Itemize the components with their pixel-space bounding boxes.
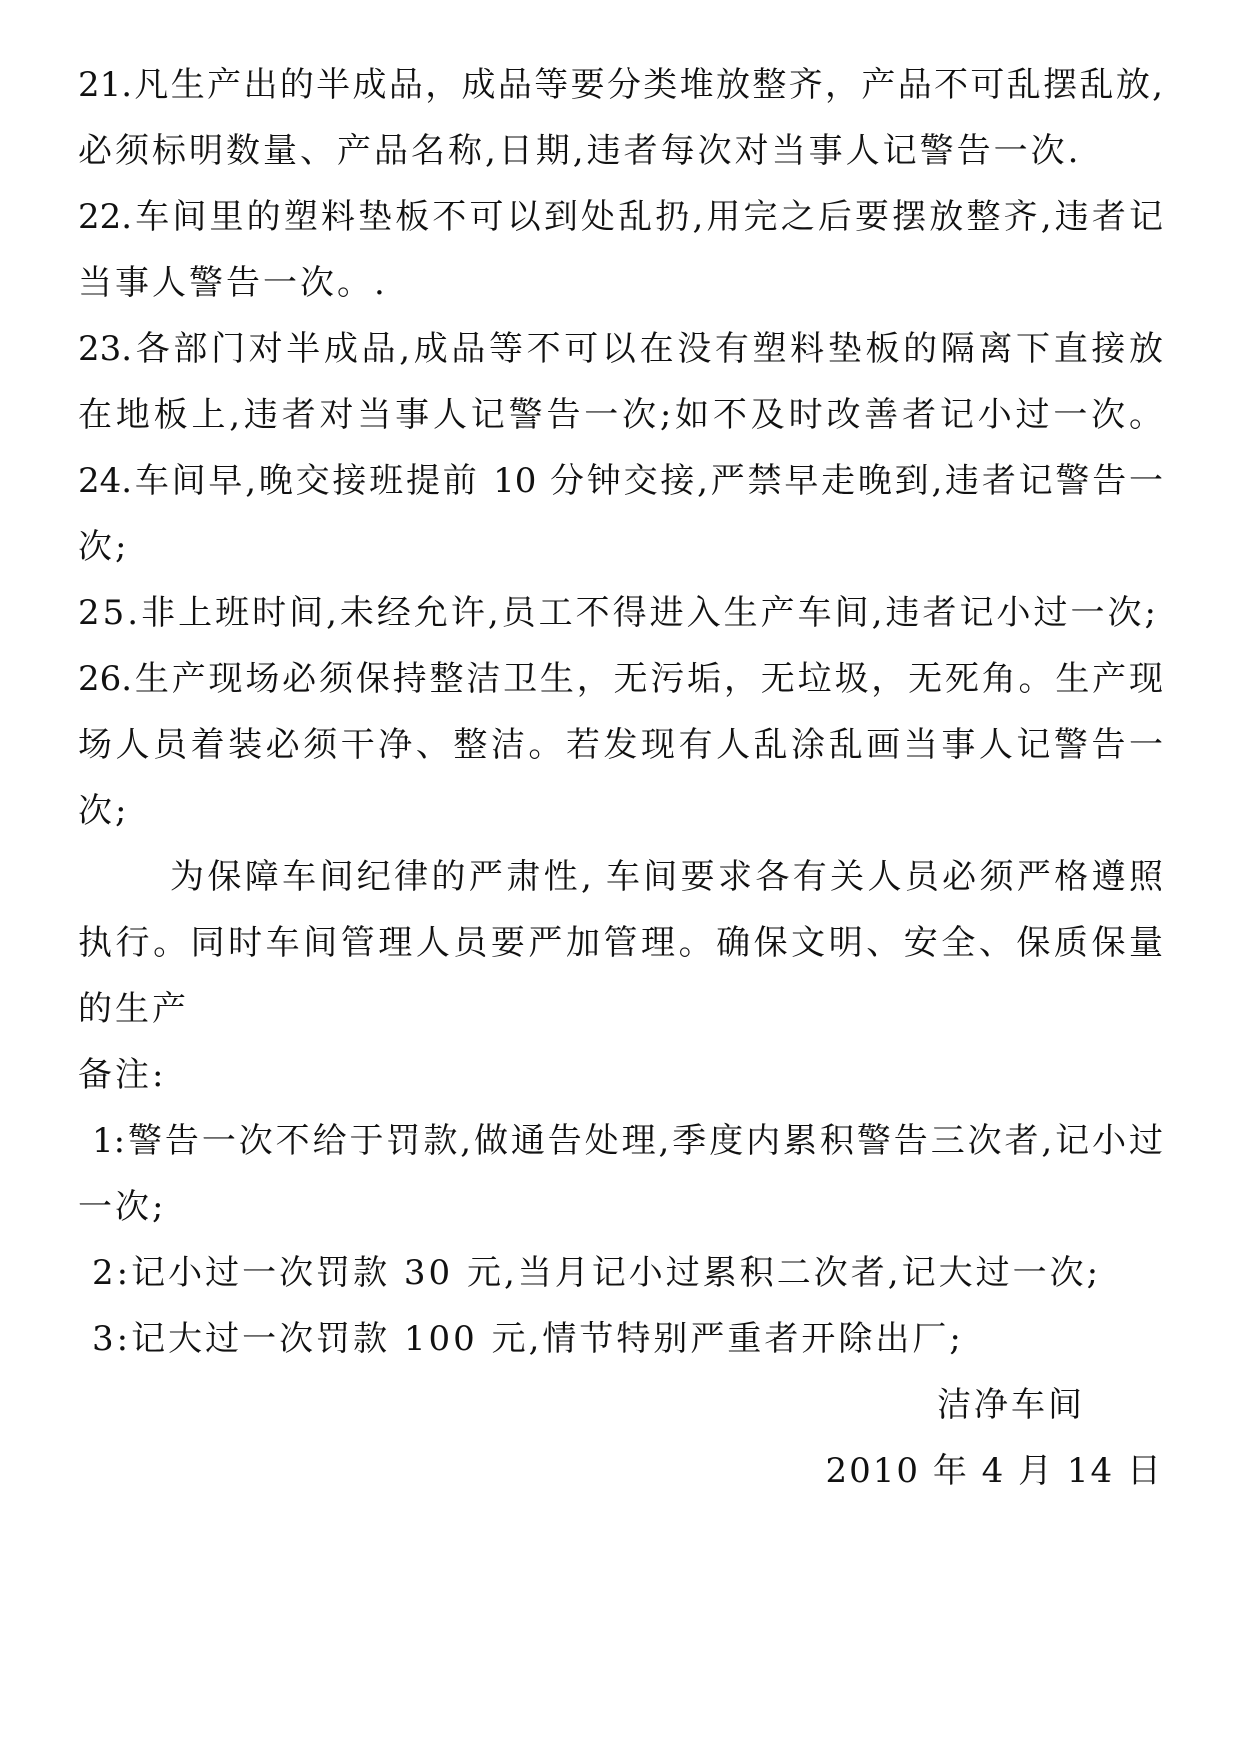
rule-26-line-1: 26.生产现场必须保持整洁卫生，无污垢，无垃圾，无死角。生产现 [78, 659, 1163, 699]
rule-24-line-2: 次; [78, 527, 130, 567]
note-2: 2:记小过一次罚款 30 元,当月记小过累积二次者,记大过一次; [92, 1253, 1102, 1293]
rule-22-line-1: 22.车间里的塑料垫板不可以到处乱扔,用完之后要摆放整齐,违者记 [78, 197, 1163, 237]
signature-department: 洁净车间 [937, 1385, 1085, 1425]
rule-23-line-1: 23.各部门对半成品,成品等不可以在没有塑料垫板的隔离下直接放 [78, 329, 1163, 369]
rule-24-line-1: 24.车间早,晚交接班提前 10 分钟交接,严禁早走晚到,违者记警告一 [78, 461, 1163, 501]
rule-26-line-2: 场人员着装必须干净、整洁。若发现有人乱涂乱画当事人记警告一 [78, 725, 1163, 765]
rule-25-line-1: 25.非上班时间,未经允许,员工不得进入生产车间,违者记小过一次; [78, 593, 1159, 633]
rule-21-line-1: 21.凡生产出的半成品，成品等要分类堆放整齐，产品不可乱摆乱放, [78, 65, 1163, 105]
closing-paragraph-line-1: 为保障车间纪律的严肃性, 车间要求各有关人员必须严格遵照 [170, 857, 1163, 897]
closing-paragraph-line-2: 执行。同时车间管理人员要严加管理。确保文明、安全、保质保量 [78, 923, 1163, 963]
closing-paragraph-line-3: 的生产 [78, 989, 189, 1029]
note-3: 3:记大过一次罚款 100 元,情节特别严重者开除出厂; [92, 1319, 964, 1359]
rule-22-line-2: 当事人警告一次。. [78, 263, 388, 303]
document-date: 2010 年 4 月 14 日 [825, 1451, 1163, 1491]
note-1-line-2: 一次; [78, 1187, 167, 1227]
rule-26-line-3: 次; [78, 791, 130, 831]
notes-heading: 备注: [78, 1055, 167, 1095]
rule-21-line-2: 必须标明数量、产品名称,日期,违者每次对当事人记警告一次. [78, 131, 1082, 171]
note-1-line-1: 1:警告一次不给于罚款,做通告处理,季度内累积警告三次者,记小过 [92, 1121, 1163, 1161]
rule-23-line-2: 在地板上,违者对当事人记警告一次;如不及时改善者记小过一次。 [78, 395, 1163, 435]
document-page [78, 52, 1163, 1504]
